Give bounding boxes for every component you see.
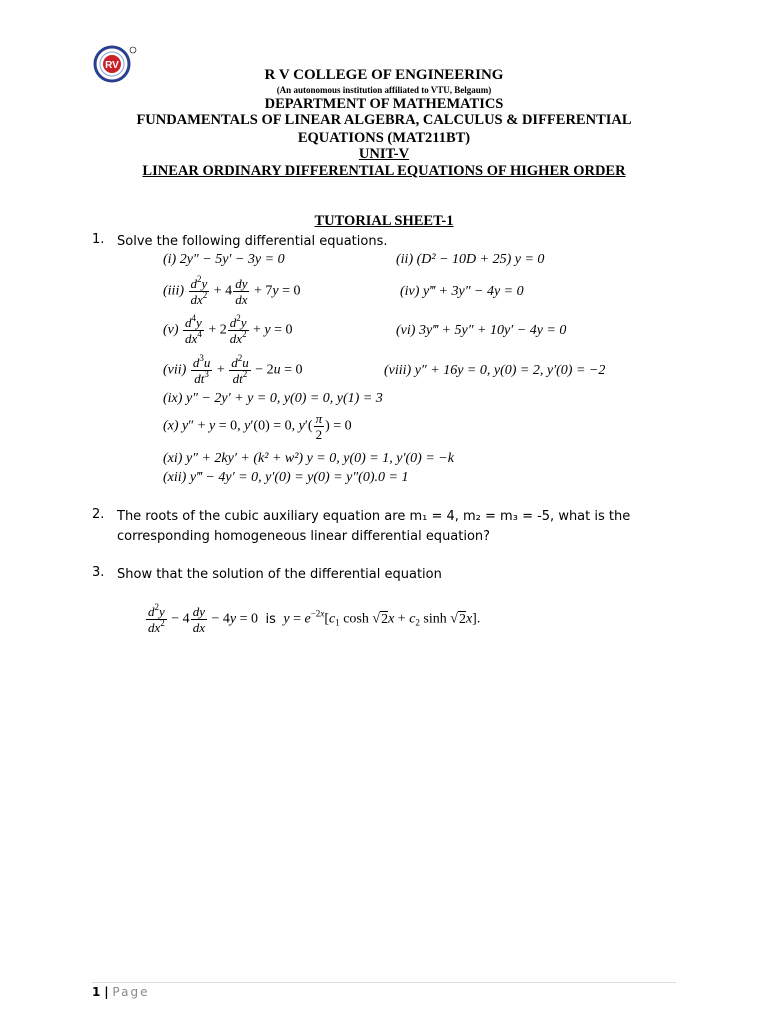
question-text: The roots of the cubic auxiliary equation are m₁ = 4, m₂ = m₃ = -5, what is the corresponding homogeneous linear differential equation? bbox=[117, 509, 631, 544]
college-name: R V COLLEGE OF ENGINEERING bbox=[264, 67, 504, 83]
equation-xi bbox=[163, 451, 454, 467]
equation-label: (ix) bbox=[163, 391, 183, 406]
question-text: Show that the solution of the differential equation bbox=[117, 567, 442, 582]
unit-title: UNIT-V bbox=[358, 146, 410, 162]
equation-x: (x) y″ + y = 0, y′(0) = 0, y′( $\frac{\pi}{2}$ ) = 0 bbox=[163, 411, 352, 442]
q3-connector: is bbox=[265, 611, 276, 627]
logo-text: RV bbox=[105, 60, 119, 71]
equation-label: (iii) bbox=[163, 283, 184, 299]
equation-label: (iv) bbox=[400, 284, 420, 299]
topic-title: LINEAR ORDINARY DIFFERENTIAL EQUATIONS OF HIGHER ORDER bbox=[142, 163, 626, 179]
equation-label: (viii) bbox=[384, 363, 412, 378]
equation-vi bbox=[396, 323, 566, 339]
equation-vii: (vii) $\frac{d^3u}{dt^3}$ + $\frac{d^2u}{dt^2}$ − 2u = 0 bbox=[163, 353, 303, 386]
department-name: DEPARTMENT OF MATHEMATICS bbox=[264, 96, 504, 112]
equation-viii bbox=[384, 363, 605, 379]
college-affiliation: (An autonomous institution affiliated to VTU, Belgaum) bbox=[276, 85, 492, 95]
equation-i bbox=[163, 252, 285, 268]
equation-body: y″ + 2ky′ + (k² + w²) y = 0, y(0) = 1, y′(0) = −k bbox=[185, 451, 454, 466]
equation-label: (xi) bbox=[163, 451, 183, 466]
course-title-line1: FUNDAMENTALS OF LINEAR ALGEBRA, CALCULUS & DIFFERENTIAL bbox=[136, 112, 632, 128]
equation-iii: (iii) $\frac{d^2y}{dx^2}$ + 4 $\frac{dy}{dx}$ + 7y = 0 bbox=[163, 274, 301, 307]
equation-xii bbox=[163, 470, 408, 486]
question-text: Solve the following differential equations. bbox=[117, 234, 388, 249]
equation-body: 2y″ − 5y′ − 3y = 0 bbox=[179, 252, 285, 267]
sheet-title: TUTORIAL SHEET-1 bbox=[314, 213, 454, 229]
equation-label: (vii) bbox=[163, 362, 187, 378]
equation-body: y‴ − 4y′ = 0, y′(0) = y(0) = y″(0).0 = 1 bbox=[189, 470, 409, 485]
equation-body: 3y‴ + 5y″ + 10y′ − 4y = 0 bbox=[418, 323, 567, 338]
equation-q3: $\frac{d^2y}{dx^2}$ − 4 $\frac{dy}{dx}$ − 4y = 0 is $y = e^{-2x}[c_1$ $\cosh √2x + c_2$ sinh √2x]. bbox=[148, 602, 481, 635]
page-number: 1 bbox=[92, 985, 101, 999]
course-title-line2: EQUATIONS (MAT211BT) bbox=[297, 130, 471, 146]
equation-label: (v) bbox=[163, 322, 179, 338]
equation-body: y‴ + 3y″ − 4y = 0 bbox=[422, 284, 524, 299]
equation-label: (x) bbox=[163, 418, 179, 434]
equation-ii bbox=[396, 252, 544, 268]
equation-ix bbox=[163, 391, 383, 407]
equation-label: (xii) bbox=[163, 470, 187, 485]
equation-body: (D² − 10D + 25) y = 0 bbox=[416, 252, 545, 267]
equation-label: (vi) bbox=[396, 323, 416, 338]
equation-label: (i) bbox=[163, 252, 177, 267]
equation-iv bbox=[400, 284, 524, 300]
question-number: 2. bbox=[92, 507, 105, 522]
footer-separator: | bbox=[104, 985, 109, 999]
equation-body: y″ − 2y′ + y = 0, y(0) = 0, y(1) = 3 bbox=[185, 391, 383, 406]
page-label: Page bbox=[112, 985, 150, 999]
equation-body: y″ + 16y = 0, y(0) = 2, y′(0) = −2 bbox=[414, 363, 606, 378]
equation-v: (v) $\frac{d^4y}{dx^4}$ + 2 $\frac{d^2y}{dx^2}$ + y = 0 bbox=[163, 313, 293, 346]
footer-divider bbox=[92, 982, 676, 983]
question-number: 3. bbox=[92, 565, 105, 580]
question-number: 1. bbox=[92, 232, 105, 247]
page-footer bbox=[92, 985, 149, 999]
equation-label: (ii) bbox=[396, 252, 414, 267]
